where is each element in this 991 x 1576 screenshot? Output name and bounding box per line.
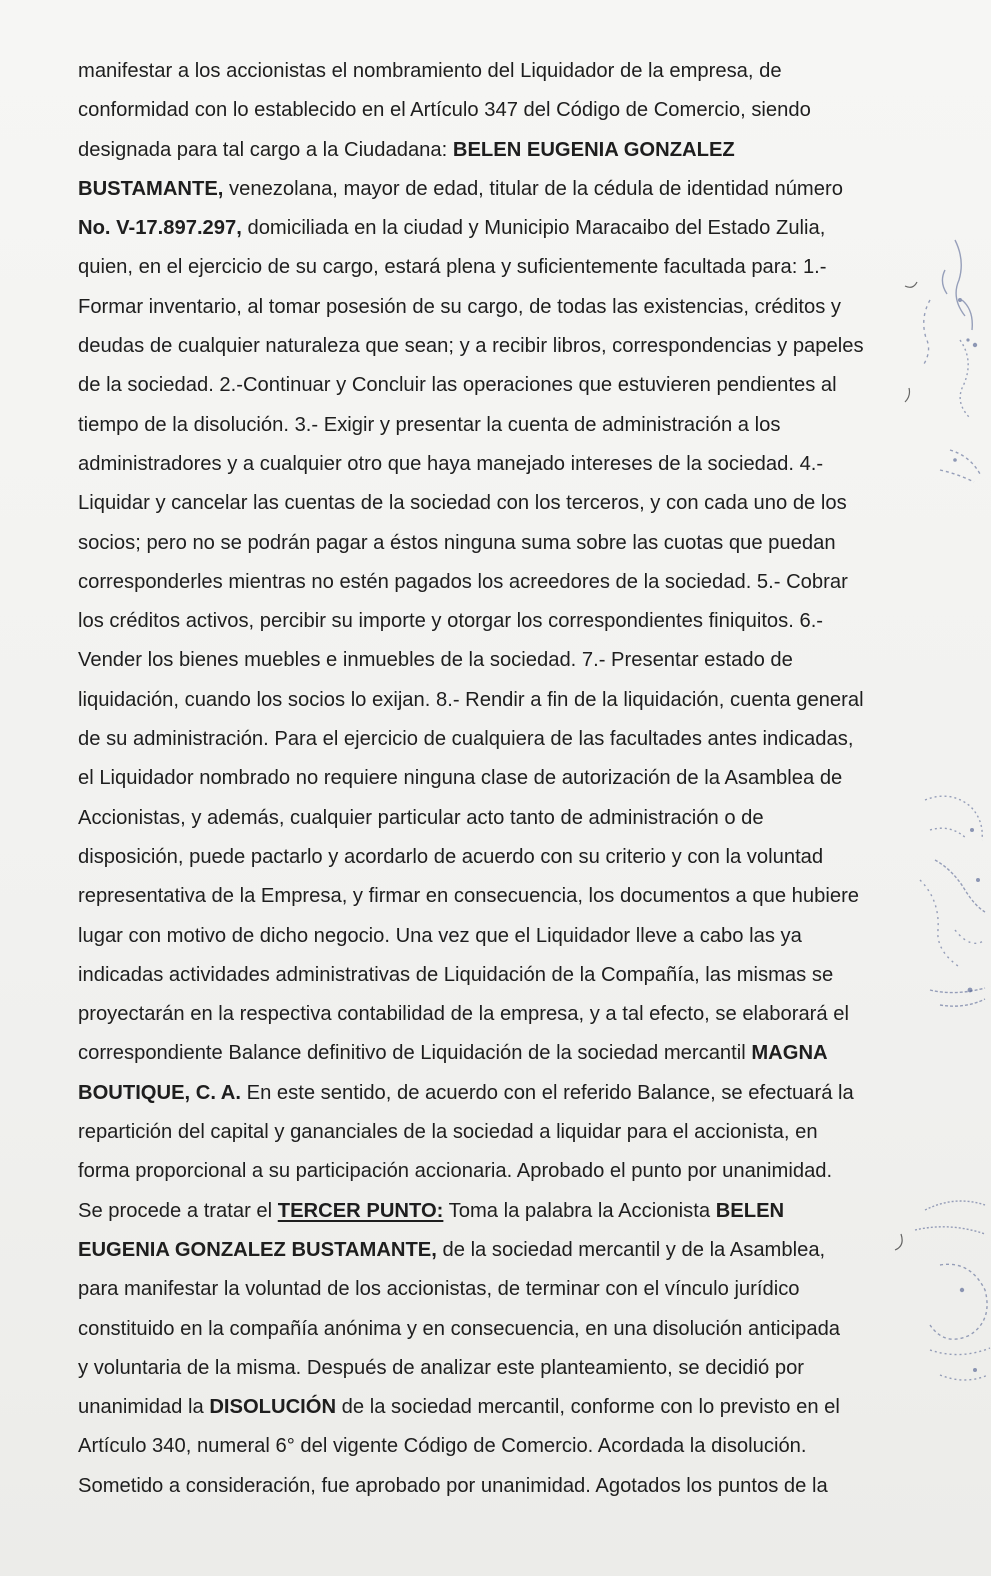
text-line [78, 1034, 913, 1073]
text-line [78, 131, 913, 170]
bold-text: BELEN EUGENIA GONZALEZ [452, 138, 735, 161]
text-segment: corresponderles mientras no estén pagados los acreedores de la sociedad. 5.- Cobrar [78, 570, 848, 593]
bold-text: MAGNA [751, 1042, 828, 1065]
text-segment: Artículo 340, numeral 6° del vigente Código de Comercio. Acordada la disolución. [78, 1435, 807, 1458]
text-segment: Se procede a tratar el [78, 1199, 278, 1222]
text-segment: designada para tal cargo a la Ciudadana: [78, 138, 453, 161]
bold-text: TERCER PUNTO: [277, 1199, 444, 1222]
text-segment: los créditos activos, percibir su importe y otorgar los correspondientes finiquitos. 6.- [78, 610, 824, 633]
text-segment: quien, en el ejercicio de su cargo, estará plena y suficientemente facultada para: 1.- [78, 256, 827, 279]
text-line [78, 877, 913, 916]
text-line [78, 91, 913, 130]
text-segment: Liquidar y cancelar las cuentas de la sociedad con los terceros, y con cada uno de los [78, 492, 847, 515]
text-segment: venezolana, mayor de edad, titular de la cédula de identidad número [223, 177, 843, 200]
bold-text: DISOLUCIÓN [209, 1396, 337, 1419]
text-line [78, 917, 913, 956]
text-line [78, 1467, 913, 1506]
text-line [78, 995, 913, 1034]
text-segment: repartición del capital y gananciales de la sociedad a liquidar para el accionista, en [78, 1121, 818, 1144]
text-segment: manifestar a los accionistas el nombramiento del Liquidador de la empresa, de [78, 60, 782, 82]
text-segment: de la sociedad. 2.-Continuar y Concluir las operaciones que estuvieren pendientes al [78, 374, 837, 397]
text-line [78, 1427, 913, 1466]
text-segment: el Liquidador nombrado no requiere ninguna clase de autorización de la Asamblea de [78, 767, 843, 790]
text-line [78, 1349, 913, 1388]
text-segment: de la sociedad mercantil y de la Asamblea, [436, 1238, 826, 1261]
text-line [78, 1192, 913, 1231]
text-segment: Toma la palabra la Accionista [443, 1199, 716, 1222]
text-line [78, 366, 913, 405]
text-segment: Sometido a consideración, fue aprobado por unanimidad. Agotados los puntos de la [78, 1474, 828, 1497]
text-line [78, 1310, 913, 1349]
text-line [78, 759, 913, 798]
text-segment: de su administración. Para el ejercicio de cualquiera de las facultades antes indicadas, [78, 728, 854, 751]
text-line [78, 1231, 913, 1270]
text-line [78, 1113, 913, 1152]
text-line [78, 1270, 913, 1309]
text-line [78, 1388, 913, 1427]
text-segment: correspondiente Balance definitivo de Liquidación de la sociedad mercantil [78, 1042, 752, 1065]
text-line [78, 641, 913, 680]
text-segment: socios; pero no se podrán pagar a éstos ninguna suma sobre las cuotas que puedan [78, 531, 836, 554]
text-segment: administradores y a cualquier otro que haya manejado intereses de la sociedad. 4.- [78, 452, 824, 475]
bold-text: BOUTIQUE, C. A. [78, 1081, 241, 1104]
bold-text: No. V-17.897.297, [78, 217, 242, 240]
text-segment: En este sentido, de acuerdo con el referido Balance, se efectuará la [241, 1081, 854, 1104]
text-segment: representativa de la Empresa, y firmar en consecuencia, los documentos a que hubiere [78, 885, 860, 908]
text-segment: para manifestar la voluntad de los accionistas, de terminar con el vínculo jurídico [78, 1278, 800, 1301]
text-line [78, 52, 913, 91]
text-line [78, 838, 913, 877]
text-line [78, 327, 913, 366]
text-segment: lugar con motivo de dicho negocio. Una vez que el Liquidador lleve a cabo las ya [78, 924, 802, 947]
text-segment: Vender los bienes muebles e inmuebles de la sociedad. 7.- Presentar estado de [78, 649, 793, 672]
text-segment: Formar inventario, al tomar posesión de su cargo, de todas las existencias, créditos y [78, 295, 842, 318]
text-line [78, 563, 913, 602]
text-line [78, 1074, 913, 1113]
text-segment: y voluntaria de la misma. Después de analizar este planteamiento, se decidió por [78, 1356, 805, 1379]
text-segment: domiciliada en la ciudad y Municipio Maracaibo del Estado Zulia, [241, 217, 826, 240]
text-segment: constituido en la compañía anónima y en consecuencia, en una disolución anticipada [78, 1317, 841, 1340]
text-line [78, 288, 913, 327]
text-segment: conformidad con lo establecido en el Artículo 347 del Código de Comercio, siendo [78, 99, 811, 122]
text-segment: proyectarán en la respectiva contabilidad de la empresa, y a tal efecto, se elaborará el [78, 1003, 849, 1026]
text-segment: forma proporcional a su participación accionaria. Aprobado el punto por unanimidad. [78, 1160, 833, 1183]
text-line [78, 1152, 913, 1191]
text-segment: de la sociedad mercantil, conforme con lo previsto en el [336, 1396, 840, 1419]
text-line [78, 406, 913, 445]
bold-text: EUGENIA GONZALEZ BUSTAMANTE, [78, 1238, 437, 1261]
text-line [78, 720, 913, 759]
text-line [78, 484, 913, 523]
text-line [78, 170, 913, 209]
document-body [78, 52, 913, 1506]
text-line [78, 956, 913, 995]
text-segment: unanimidad la [78, 1396, 210, 1419]
text-segment: tiempo de la disolución. 3.- Exigir y presentar la cuenta de administración a los [78, 413, 781, 436]
text-line [78, 248, 913, 287]
text-line [78, 445, 913, 484]
text-segment: disposición, puede pactarlo y acordarlo de acuerdo con su criterio y con la voluntad [78, 845, 824, 868]
text-line [78, 681, 913, 720]
bold-text: BUSTAMANTE, [78, 177, 224, 200]
text-segment: liquidación, cuando los socios lo exijan. 8.- Rendir a fin de la liquidación, cuenta general [78, 688, 864, 711]
text-line [78, 524, 913, 563]
bold-text: BELEN [715, 1199, 785, 1222]
text-line [78, 602, 913, 641]
text-line [78, 799, 913, 838]
text-segment: Accionistas, y además, cualquier particular acto tanto de administración o de [78, 806, 764, 829]
text-segment: indicadas actividades administrativas de Liquidación de la Compañía, las mismas se [78, 963, 834, 986]
text-segment: deudas de cualquier naturaleza que sean; y a recibir libros, correspondencias y papeles [78, 335, 864, 358]
text-line [78, 209, 913, 248]
